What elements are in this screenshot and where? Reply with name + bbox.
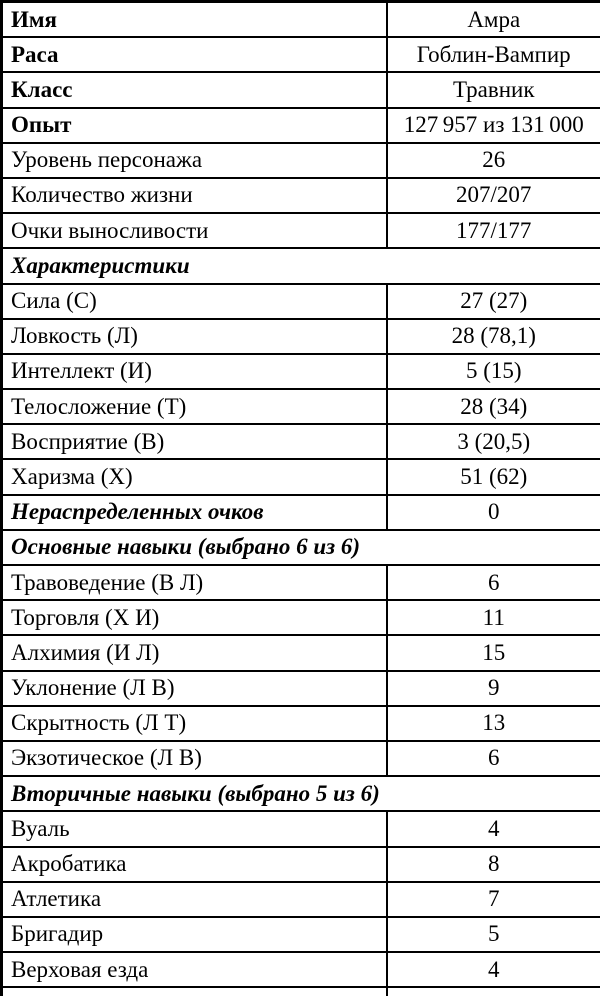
row-label: Класс	[2, 72, 387, 107]
table-row-class	[2, 72, 600, 107]
row-label: Верховая езда	[2, 952, 387, 987]
row-value: 207/207	[387, 178, 600, 213]
row-label: Харизма (Х)	[2, 459, 387, 494]
row-label: Уклонение (Л В)	[2, 671, 387, 706]
row-value: Амра	[387, 2, 600, 38]
row-value: 27 (27)	[387, 284, 600, 319]
row-label: Бригадир	[2, 917, 387, 952]
table-row-acrobatics	[2, 847, 600, 882]
table-row-agility	[2, 319, 600, 354]
row-value: 177/177	[387, 213, 600, 248]
table-row-experience	[2, 108, 600, 143]
table-row-alchemy	[2, 635, 600, 670]
row-value	[387, 987, 600, 996]
row-label: Нераспределенных очков	[2, 495, 387, 530]
row-label: Травоведение (В Л)	[2, 565, 387, 600]
table-row-name	[2, 2, 600, 38]
section-header: Основные навыки (выбрано 6 из 6)	[2, 530, 600, 565]
row-value: 28 (34)	[387, 389, 600, 424]
table-row-evasion	[2, 671, 600, 706]
table-row-partial	[2, 987, 600, 996]
table-row-exotic	[2, 741, 600, 776]
row-label: Уровень персонажа	[2, 143, 387, 178]
row-label: Атлетика	[2, 882, 387, 917]
row-value: 11	[387, 600, 600, 635]
section-header: Вторичные навыки (выбрано 5 из 6)	[2, 776, 600, 811]
table-row-trading	[2, 600, 600, 635]
table-row-charisma	[2, 459, 600, 494]
row-value: 7	[387, 882, 600, 917]
row-value: 15	[387, 635, 600, 670]
table-row-athletics	[2, 882, 600, 917]
row-value: 6	[387, 565, 600, 600]
row-value: Гоблин-Вампир	[387, 37, 600, 72]
row-value: 5	[387, 917, 600, 952]
row-label: Акробатика	[2, 847, 387, 882]
row-value: 8	[387, 847, 600, 882]
table-row-horse-riding	[2, 952, 600, 987]
table-row-health	[2, 178, 600, 213]
table-row-stealth	[2, 706, 600, 741]
row-label: Торговля (Х И)	[2, 600, 387, 635]
row-value: 4	[387, 811, 600, 846]
row-label: Сила (С)	[2, 284, 387, 319]
row-label: Алхимия (И Л)	[2, 635, 387, 670]
section-header: Характеристики	[2, 248, 600, 283]
section-row-secondary-skills	[2, 776, 600, 811]
row-label: Имя	[2, 2, 387, 38]
row-label: Скрытность (Л Т)	[2, 706, 387, 741]
table-row-brigadier	[2, 917, 600, 952]
row-value: 5 (15)	[387, 354, 600, 389]
row-label: Телосложение (Т)	[2, 389, 387, 424]
table-row-perception	[2, 424, 600, 459]
row-value: 26	[387, 143, 600, 178]
row-label: Количество жизни	[2, 178, 387, 213]
table-row-unspent-points	[2, 495, 600, 530]
row-value: 3 (20,5)	[387, 424, 600, 459]
table-row-level	[2, 143, 600, 178]
row-value: 9	[387, 671, 600, 706]
row-label: Восприятие (В)	[2, 424, 387, 459]
row-value: 6	[387, 741, 600, 776]
table-row-strength	[2, 284, 600, 319]
table-row-intellect	[2, 354, 600, 389]
table-row-constitution	[2, 389, 600, 424]
row-label: Раса	[2, 37, 387, 72]
row-label	[2, 987, 387, 996]
table-row-race	[2, 37, 600, 72]
row-value: 28 (78,1)	[387, 319, 600, 354]
row-label: Вуаль	[2, 811, 387, 846]
section-row-primary-skills	[2, 530, 600, 565]
row-label: Экзотическое (Л В)	[2, 741, 387, 776]
table-row-stamina	[2, 213, 600, 248]
row-label: Ловкость (Л)	[2, 319, 387, 354]
row-value: 4	[387, 952, 600, 987]
section-row-characteristics	[2, 248, 600, 283]
row-value: 0	[387, 495, 600, 530]
row-label: Очки выносливости	[2, 213, 387, 248]
row-value: 13	[387, 706, 600, 741]
row-value: 51 (62)	[387, 459, 600, 494]
table-row-veil	[2, 811, 600, 846]
row-label: Интеллект (И)	[2, 354, 387, 389]
table-row-herbalism	[2, 565, 600, 600]
row-value: Травник	[387, 72, 600, 107]
row-label: Опыт	[2, 108, 387, 143]
row-value: 127 957 из 131 000	[387, 108, 600, 143]
